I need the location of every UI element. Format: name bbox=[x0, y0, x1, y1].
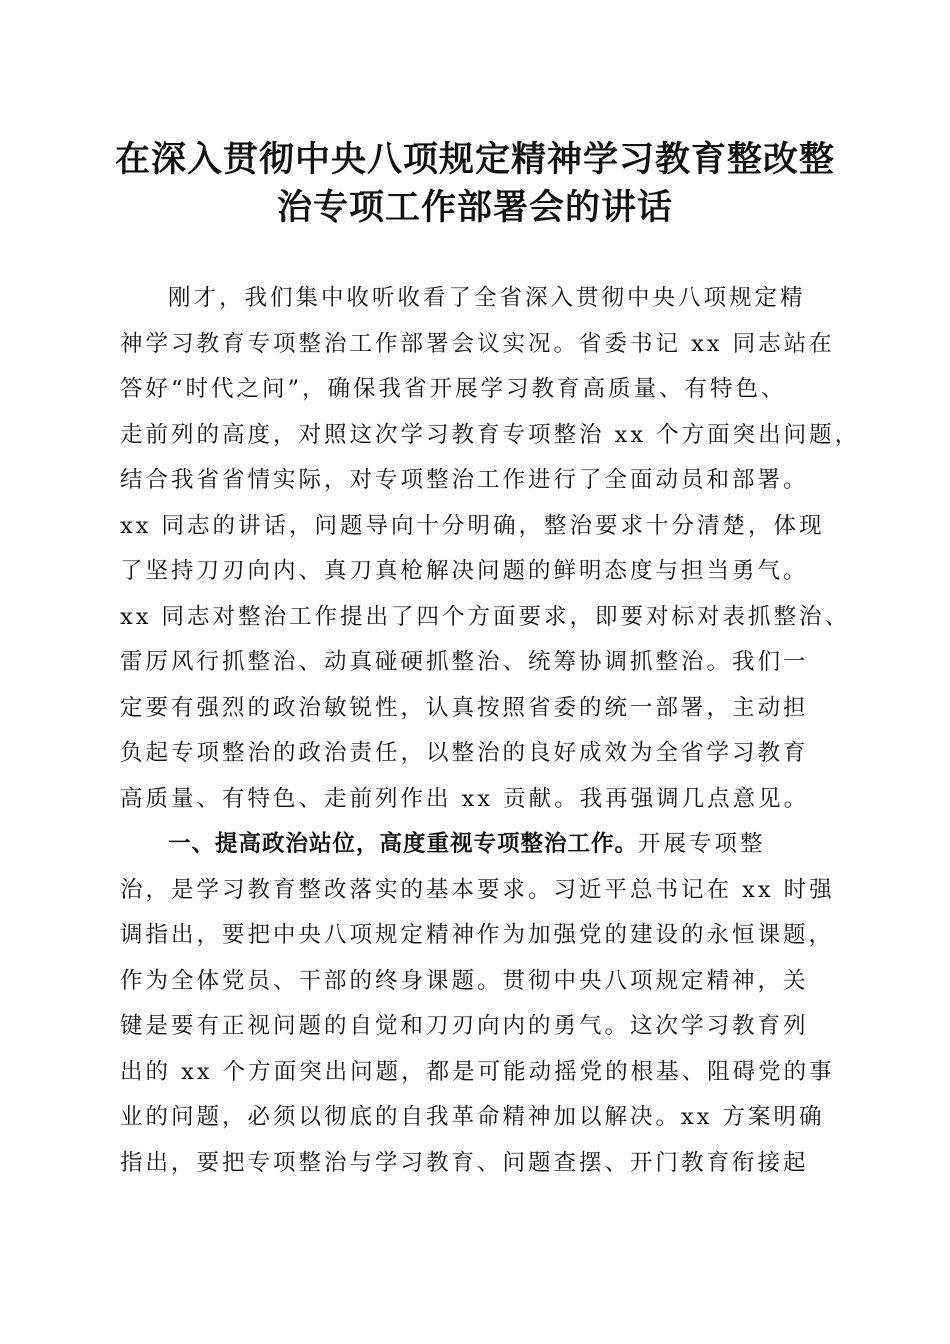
text-line: 走前列的高度，对照这次学习教育专项整治 xx 个方面突出问题， bbox=[120, 421, 861, 448]
paragraph-intro bbox=[120, 276, 861, 822]
text-line: 作为全体党员、干部的终身课题。贯彻中央八项规定精神，关 bbox=[120, 967, 809, 994]
text-line: 定要有强烈的政治敏锐性，认真按照省委的统一部署，主动担 bbox=[120, 694, 809, 721]
text-line: 答好“时代之问”，确保我省开展学习教育高质量、有特色、 bbox=[120, 376, 787, 402]
title-line-2: 治专项工作部署会的讲话 bbox=[276, 187, 673, 228]
text-line: 高质量、有特色、走前列作出 xx 贡献。我再强调几点意见。 bbox=[120, 785, 810, 812]
title-line-1: 在深入贯彻中央八项规定精神学习教育整改整 bbox=[114, 139, 835, 180]
document-body bbox=[120, 276, 861, 1186]
section-1-first-line bbox=[120, 822, 836, 868]
text-line: 结合我省省情实际，对专项整治工作进行了全面动员和部署。 bbox=[120, 467, 809, 493]
text-line: 业的问题，必须以彻底的自我革命精神加以解决。xx 方案明确 bbox=[120, 1104, 825, 1130]
text-line: 治，是学习教育整改落实的基本要求。习近平总书记在 xx 时强 bbox=[120, 876, 835, 903]
text-line: 调指出，要把中央八项规定精神作为加强党的建设的永恒课题， bbox=[120, 922, 835, 948]
paragraph-section-1 bbox=[120, 822, 836, 1186]
document-title bbox=[110, 136, 840, 232]
text-line: 指出，要把专项整治与学习教育、问题查摆、开门教育衔接起 bbox=[120, 1149, 809, 1176]
text-line: 神学习教育专项整治工作部署会议实况。省委书记 xx 同志站在 bbox=[120, 330, 835, 357]
text-line: 出的 xx 个方面突出问题，都是可能动摇党的根基、阻碍党的事 bbox=[120, 1058, 835, 1085]
text-line: 了坚持刀刃向内、真刀真枪解决问题的鲜明态度与担当勇气。 bbox=[120, 558, 809, 584]
text-line: 键是要有正视问题的自觉和刀刃向内的勇气。这次学习教育列 bbox=[120, 1013, 809, 1039]
text-line: 雷厉风行抓整治、动真碰硬抓整治、统筹协调抓整治。我们一 bbox=[120, 649, 809, 675]
text-line: xx 同志对整治工作提出了四个方面要求，即要对标对表抓整治、 bbox=[120, 603, 851, 630]
text-line: 刚才，我们集中收听收看了全省深入贯彻中央八项规定精 bbox=[168, 285, 806, 311]
text-line: xx 同志的讲话，问题导向十分明确，整治要求十分清楚，体现 bbox=[120, 512, 825, 539]
section-1-heading: 一、提高政治站位，高度重视专项整治工作。 bbox=[168, 831, 639, 857]
text-line: 负起专项整治的政治责任，以整治的良好成效为全省学习教育 bbox=[120, 740, 809, 766]
section-1-first-line-tail: 开展专项整 bbox=[638, 831, 766, 857]
